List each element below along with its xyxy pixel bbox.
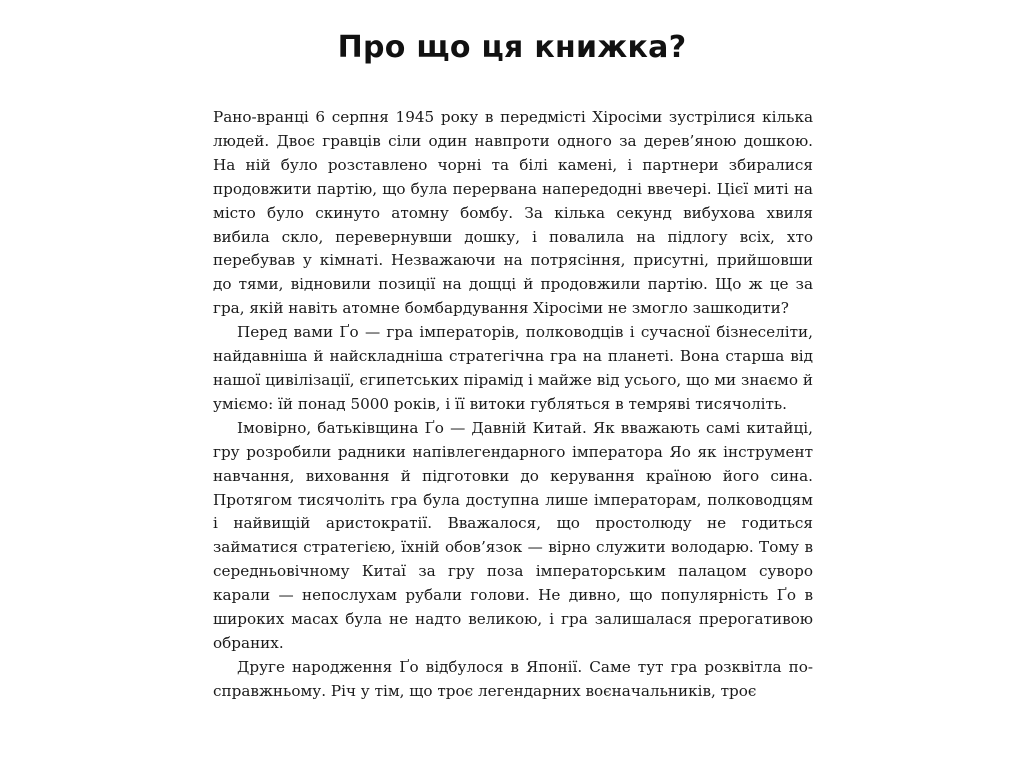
paragraph-1: Рано-вранці 6 серпня 1945 року в передмісті Хіросіми зустрілися кілька людей. Двоє гравців сіли один навпроти одного за дерев’яною дошкою. На ній було розставлено чорні та білі камені, і партнери збиралися продовжити партію, що була перервана напередодні ввечері. Цієї миті на місто було скинуто атомну бомбу. За кілька секунд вибухова хвиля вибила скло, перевернувши дошку, і повалила на підлогу всіх, хто перебував у кімнаті. Незважаючи на потрясіння, присутні, прийшовши до тями, відновили позиції на дощці й продовжили партію. Що ж це за гра, якій навіть атомне бомбардування Хіросіми не змогло зашкодити? [213,108,813,318]
paragraph-4: Друге народження Ґо відбулося в Японії. Саме тут гра розквітла по-справжньому. Річ у тім, що троє легендарних воєначальників, троє [213,657,813,700]
paragraph-2: Перед вами Ґо — гра імператорів, полководців і сучасної бізнеселіти, найдавніша й найскладніша стратегічна гра на планеті. Вона старша від нашої цивілізації, єгипетських пірамід і майже від усього, що ми знаємо й уміємо: їй понад 5000 років, і її витоки губляться в темряві тисячоліть. [213,323,813,413]
body-text [213,106,813,704]
page-title: Про що ця книжка? [337,30,687,65]
paragraph-3: Імовірно, батьківщина Ґо — Давній Китай. Як вважають самі китайці, гру розробили радники напівлегендарного імператора Яо як інструмент навчання, виховання й підготовки до керування країною його сина. Протягом тисячоліть гра була доступна лише імператорам, полководцям і найвищій аристократії. Вважалося, що простолюду не годиться займатися стратегією, їхній обов’язок — вірно служити володарю. Тому в середньовічному Китаї за гру поза імператорським палацом суворо карали — непослухам рубали голови. Не дивно, що популярність Ґо в широких масах була не надто великою, і гра залишалася прерогативою обраних. [213,418,813,652]
